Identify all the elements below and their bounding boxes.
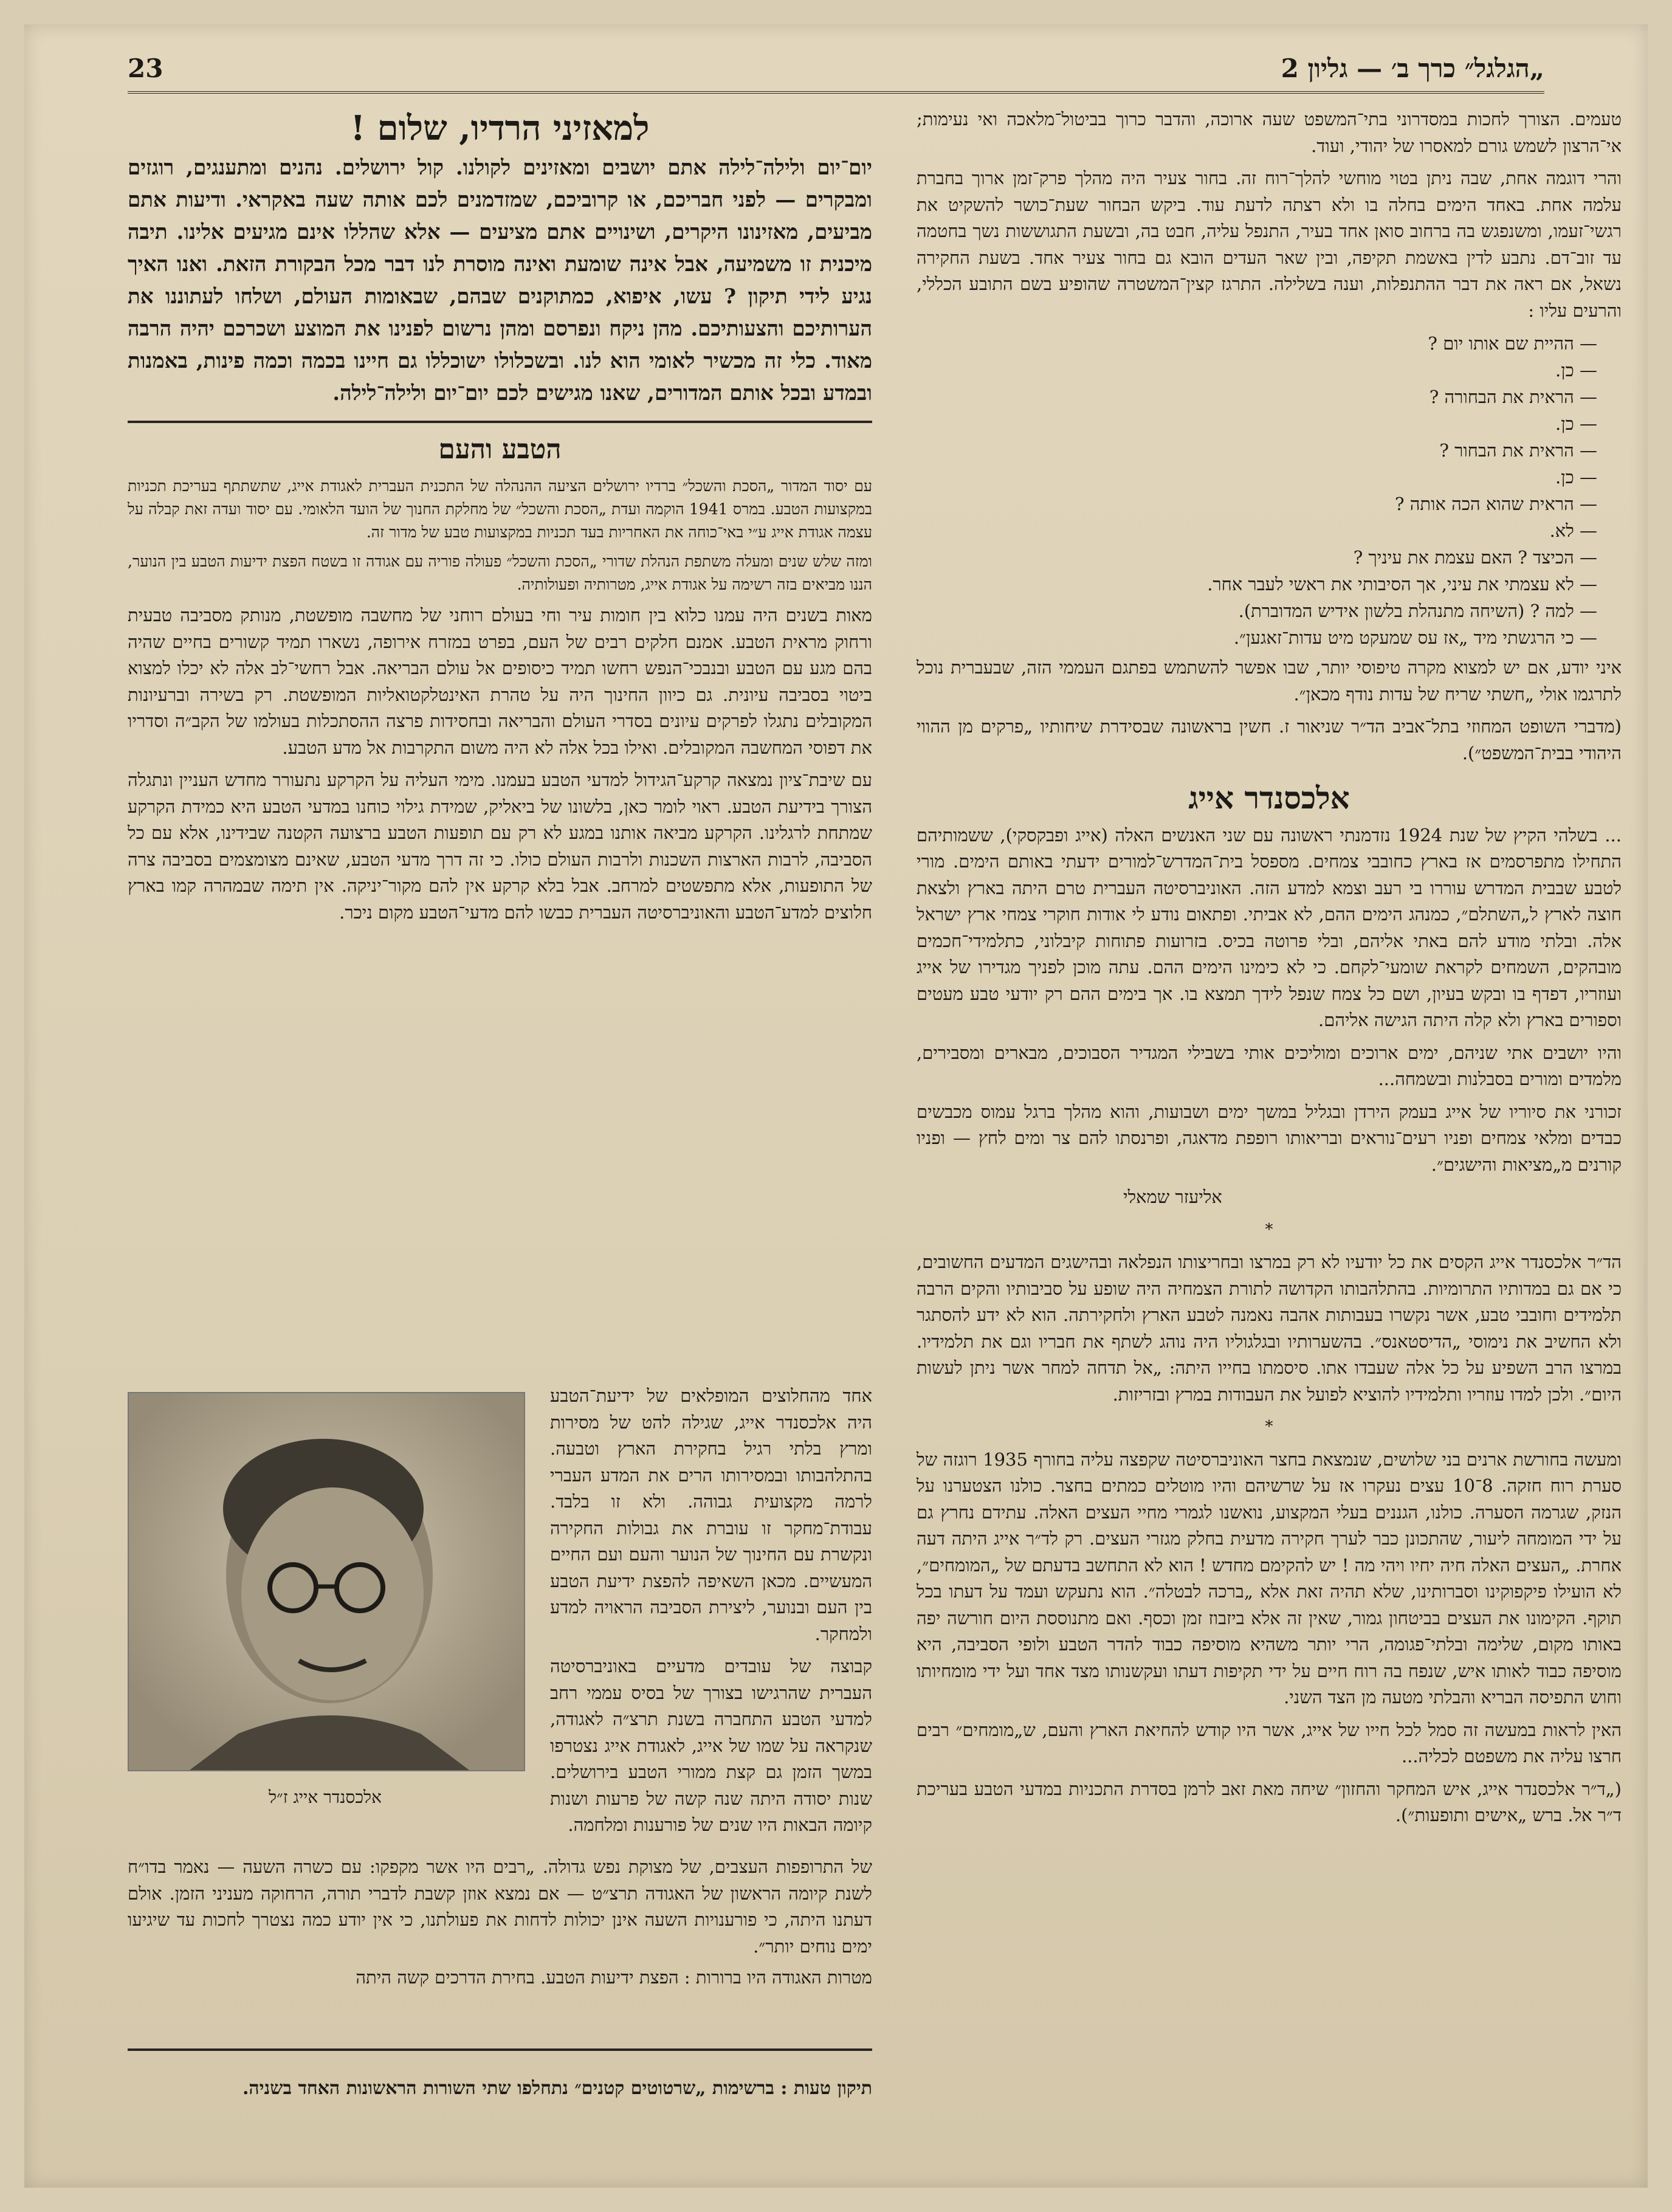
article-paragraph: של התרופפות העצבים, של מצוקת נפש גדולה. „רבים היו אשר מקפקו: עם כשרה השעה — נאמר בדו״ח לשנת קיומה הראשון של האגודה תרצ״ט — אם נמצא אוזן קשבת לדברי תורה, הרחוקה מעניני הזמן. אולם דעתנו היתה, כי פורענויות השעה אינן יכולות לדחות את פעולתנו, כי אין יודע כמה נצטרך לחכות עד שיגיעו ימים נוחים יותר״. [128,1856,872,1957]
article-paragraph: עם שיבת־ציון נמצאה קרקע־הגידול למדעי הטבע בעמנו. מימי העליה על הקרקע נתעורר מחדש העניין ונתגלה הצורך בידיעת הטבע. ראוי לומר כאן, בלשונו של ביאליק, שמידת גילוי כוחנו במדעי הטבע היא כמידת הקרקע שמתחת לרגלינו. הקרקע מביאה אותנו במגע לא רק עם תופעות הטבע ברצועה הקטנה שבידינו, אלא עם כל הסביבה, לרבות הארצות השכנות ולרבות העולם כולו. כי זה דרך מדעי הטבע, שאינם מצומצמים בסביבה צרה של התופעות, אלא מתפשטים למרחב. אבל בלא קרקע אין להם מקור־יניקה. אין תימה שבמהרה קמו בארץ חלוצים למדע־הטבע והאוניברסיטה העברית כבשו להם מדעי־הטבע מקום ניכר. [128,770,872,923]
left-column [128,108,873,932]
small-paragraph: עם יסוד המדור „הסכת והשכל״ ברדיו ירושלים הציעה ההנהלה של התכנית העברית לאגודת אייג, שתשתתף בעריכת תכניות במקצועות הטבע. במרס 1941 הוקמה ועדת „הסכת והשכל״ של מחלקת החנוך של הועד הלאומי. עם יסוד ועדה זאת קבלה על עצמה אגודת אייג ע״י באי־כוחה את האחריות בעד תכניות במקצועות טבע של מדור זה. [128,477,872,541]
radio-title: למאזיני הרדיו, שלום ! [350,108,650,148]
article-paragraph: איני יודע, אם יש למצוא מקרה טיפוסי יותר, שבו אפשר להשתמש בפתגם העממי הזה, שבעברית נוכל לתרגמו אולי „חשתי שריח של עדות נודף מכאן״. [917,657,1622,705]
divider [128,421,872,423]
small-paragraph: ומזה שלש שנים ומעלה משתפת הנהלת שדורי „הסכת והשכל״ פעולה פוריה עם אגודה זו בשטח הפצת ידיעות הטבע בין הנוער, הננו מביאים בזה רשימה על אגודת אייג, מטרותיה ופעולותיה. [128,553,872,593]
dialogue-line: — כן. [1555,467,1597,488]
article-paragraph: זכורני את סיוריו של אייג בעמק הירדן ובגליל במשך ימים ושבועות, והוא מהלך ברגל עמוס מכבשים כבדים ומלאי צמחים ופניו רעים־נוראים ובריאותו רופפת מדאגה, ופרנסתו להם צר ומים לחץ — ופניו קורנים מ„מציאות והישגים״. [917,1101,1622,1175]
article-paragraph: הד״ר אלכסנדר אייג הקסים את כל יודעיו לא רק במרצו ובחריצותו הנפלאה ובהישגים המדעים החשובים, כי אם גם במדותיו התרומיות. בהתלהבותו הקדושה לתורת הצמחיה היה שופע על סביבותיו והקים הרבה תלמידים וחובבי טבע, אשר נקשרו בעבותות אהבה נאמנה לטבע הארץ ולחקירתה. הוא לא ידע להסתגר ולא החשיב את נימוסי „הדיסטאנס״. בהשערותיו ובגלגוליו היה נוהג לשתף את חבריו וגם את תלמידיו. במרצו הרב השפיע על כל אלה שעבדו אתו. סיסמתו בחייו היתה: „אל תדחה למחר אשר ניתן לעשות היום״. ולכן למדו עוזריו ותלמידיו להוציא לפועל את העבודות במרץ ובזריזות. [917,1252,1622,1405]
dialogue-line: — לא. [1549,520,1597,541]
court-dialogue [917,330,1622,651]
portrait-drawing [129,1393,524,1770]
article-paragraph: אחד מהחלוצים המופלאים של ידיעת־הטבע היה אלכסנדר אייג, שגילה להט של מסירות ומרץ בלתי רגיל בחקירת הארץ וטבעה. בהתלהבותו ובמסירותו הרים את המדע העברי לרמה מקצועית גבוהה. ולא זו בלבד. עבודת־מחקר זו עוברת את גבולות החקירה ונקשרת עם החינוך של הנוער והעם ועם החיים המעשיים. מכאן השאיפה להפצת ידיעת הטבע בין העם ובנוער, ליצירת הסביבה הראויה למדע ולמחקר. [550,1385,872,1644]
dialogue-line: — כן. [1555,413,1597,434]
article-paragraph: טעמים. הצורך לחכות במסדרוני בתי־המשפט שעה ארוכה, והדבר כרוך בביטול־מלאכה ואי נעימות; אי־הרצון לשמש גורם למאסרו של יהודי, ועוד. [917,109,1622,156]
right-column [917,106,1622,1835]
dialogue-line: — הראית את הבחור ? [1439,440,1597,461]
article-paragraph: ... בשלהי הקיץ של שנת 1924 נזדמנתי ראשונה עם שני האנשים האלה (אייג ופבקסקי), ששמותיהם התחילו מתפרסמים אז בארץ כחובבי צמחים. מספסל בית־המדרש־למורים ידעתי באותם הימים. מורי לטבע שבבית המדרש עוררו בי רעב וצמא למדע הזה. האוניברסיטה העברית טרם היתה בארץ ולצאת חוצה לארץ ל„השתלם״, כמנהג הימים ההם, לא אביתי. ופתאום נודע לי אודות חוקרי צמחי ארץ ישראל אלה. ובלתי מודע להם באתי אליהם, ובלי פרוטה בכיס. בזרועות פתוחות קיבלוני, כתלמידי־חכמים מובהקים, השמחים לקראת שומעי־לקחם. כי לא כימינו הימים ההם. עתה מוכן לפניך מגדירו של אייג ועוזריו, דפדף בו ובקש בעיון, ושם כל צמח שנפל לידך תמצא בו. אך בימים ההם רק יודעי טבע מעטים וספורים בארץ ולא קלה היתה הגישה אליהם. [917,824,1622,1030]
article-paragraph: והרי דוגמה אחת, שבה ניתן בטוי מוחשי להלך־רוח זה. בחור צעיר היה מהלך פרק־זמן ארוך בחברת עלמה אחת. באחד הימים בחלה בו ולא רצתה לדעת עוד. ביקש הבחור שעת־כושר להשקיט את רגשי־זעמו, ומשנפגש בה ברחוב סואן אחד בעיר, התנפל עליה, חבט בה, ובשעת התגוששות נשך בחטמה עד זוב־דם. נתבע לדין באשמת תקיפה, ובין שאר העדים הובא גם בחור צעיר אחד. בשעת החקירה נשאל, אם ראה את דבר ההתנפלות, וענה בשלילה. התרגז קצין־המשטרה שהופיע בשם התובע הכללי, והרעים עליו : [917,168,1622,321]
dialogue-line: — לא עצמתי את עיני, אך הסיבותי את ראשי לעבר אחר. [1207,574,1597,594]
portrait-photo [128,1392,523,1830]
photo-caption: אלכסנדר אייג ז״ל [269,1787,382,1807]
dialogue-line: — הראית שהוא הכה אותה ? [1394,494,1597,514]
portrait-image [128,1392,525,1771]
dialogue-line: — ההיית שם אותו יום ? [1428,333,1597,354]
author-signature: אליעזר שמאלי [1123,1187,1222,1207]
article-paragraph: והיו יושבים אתי שניהם, ימים ארוכים ומוליכים אותי בשבילי המגדיר הסבוכים, מבארים ומסבירים, מלמדים ומורים בסבלנות ובשמחה... [917,1042,1622,1089]
intro-note [128,475,872,596]
section-title: הטבע והעם [438,433,562,465]
article-paragraph: ומעשה בחורשת ארנים בני שלושים, שנמצאת בחצר האוניברסיטה שקפצה עליה בחורף 1935 רוגזה של סערת רוח חזקה. 8־10 עצים נעקרו אז על שרשיהם והיו מוטלים כמתים בחצר. כולנו הצטערנו על הנזק, שגרמה הסערה. כולנו, הגננים בעלי המקצוע, נואשנו לגמרי מחיי העצים האלה. עתידם נחרץ גם על ידי המומחה ליעור, שהתכונן כבר לערך חקירה מדעית בחלק מגזרי העצים. רק לד״ר אייג היתה דעה אחרת. „העצים האלה חיה יחיו ויהי מה ! יש להקימם מחדש ! הוא לא התחשב בדעתם של „המומחים״, לא הועילו פיקפוקינו וסברותינו, שלא תהיה זאת אלא „ברכה לבטלה״. הוא נתעקש ועמד על דעתו בכל תוקף. הקימונו את העצים בביטחון גמור, שאין זה אלא ביזבוז זמן וכסף. ואם מתנוססת היום חורשה יפה באותו מקום, שלימה ובלתי־פגומה, הרי יותר משהיא מוסיפה כבוד להדר הטבע ולופי הסביבה, היא מוסיפה כבוד לאותו איש, שנפח בה רוח חיים על ידי תקיפות דעתו ועקשנותו מצד אחד ועל ידי מומחיותו וחוש התפיסה הבריא והבלתי מטעה מן הצד השני. [917,1449,1622,1707]
dialogue-line: — כן. [1555,360,1597,381]
wrap-text [550,1383,872,1845]
running-title: „הגלגל״ כרך ב׳ — גליון 2 [1281,53,1544,83]
radio-intro [128,152,872,410]
closing-note: („ד״ר אלכסנדר אייג, איש המחקר והחזון״ שיחה מאת זאב לרמן בסדרת התכניות במדעי הטבע בעריכת ד״ר אל. ברש „אישים ותופעות״). [917,1778,1622,1825]
eig-heading: אלכסנדר אייג [1188,780,1350,816]
dialogue-line: — הכיצד ? האם עצמת את עיניך ? [1353,547,1597,568]
page-number: 23 [128,53,163,83]
dialogue-line: — הראית את הבחורה ? [1429,387,1597,407]
newspaper-page [24,24,1648,2188]
article-paragraph: קבוצה של עובדים מדעיים באוניברסיטה העברית שהרגישו בצורך של בסיס עממי רחב למדעי הטבע התחברה בשנת תרצ״ה לאגודה, שנקראה על שמו של אייג, לאגודת אייג נצטרפו במשך הזמן גם קצת ממורי הטבע בירושלים. שנות יסודה היתה שנה קשה של פרעות ושנות קיומה הבאות היו שנים של פורענות ומלחמה. [550,1656,872,1835]
intro-paragraph: יום־יום ולילה־לילה אתם יושבים ומאזינים לקולנו. קול ירושלים. נהנים ומתענגים, רוגזים ומבקרים — לפני חבריכם, או קרוביכם, שמזדמנים לכם אותה שעה באקראי. ודיעות אתם מביעים, מאזינונו היקרים, ושינויים אתם מציעים — אלא שהללו אינם מגיעים אלינו. תיבה מיכנית זו משמיעה, אבל אינה שומעת ואינה מוסרת לנו דבר מכל הבקורת הזאת. ואנו האיך נגיע לידי תיקון ? עשו, איפוא, כמתוקנים שבהם, שבאומות העולם, ושלחו לעתוננו את הערותיכם והצעותיכם. מהן ניקח ונפרסם ומהן נרשום לפנינו את המוצע ושכרכם יהיה הרבה מאוד. כלי זה מכשיר לאומי הוא לנו. ובשכלולו ישוכללו גם חיינו בכמה וכמה פינות, באמנות ובמדע ובכל אותם המדורים, שאנו מגישים לכם יום־יום ולילה־לילה. [128,155,873,405]
dialogue-line: — למה ? (השיחה מתנהלת בלשון אידיש המדוברת). [1238,601,1597,621]
section-star: * [1265,1220,1273,1239]
dialogue-line: — כי הרגשתי מיד „אז עס שמעקט מיט עדות־זאגען״. [1233,627,1597,648]
source-note: (מדברי השופט המחוזי בתל־אביב הד״ר שניאור ז. חשין בראשונה שבסידרת שיחותיו „פרקים מן ההווי היהודי בבית־המשפט״). [917,716,1622,763]
page-header [128,43,1544,94]
article-paragraph: מאות בשנים היה עמנו כלוא בין חומות עיר וחי בעולם רוחני של מחשבה מופשטת, מנותק מסביבה טבעית ורחוק מראית הטבע. אמנם חלקים רבים של העם, בפרט במזרח אירופה, נשארו תמיד קשורים בחיים שהיה בהם מגע עם הטבע ובנבכי־הנפש רחשו תמיד כיסופים אל עולם הבריאה. אבל רחשי־לב אלה לא יכלו למצוא ביטוי בסביבה עיונית. גם כיוון החינוך היה על טהרת האינטלקטואליות המופשטת. רק בשירה וברעיונות המקובלים נתגלו לפרקים עיונים בסדרי העולם והבריאה ובחסידות פרצה ההסתכלות בעולמו של הקב״ה וסדריו את דפוסי המחשבה המקובלים. ואילו בכל אלה לא היה משום התקרבות אל מדע הטבע. [128,605,872,758]
continued-text [128,1854,872,1996]
section-star: * [1265,1418,1273,1436]
article-paragraph: האין לראות במעשה זה סמל לכל חייו של אייג, אשר היו קודש להחיאת הארץ והעם, ש„מומחים״ רבים חרצו עליה את משפטם לכליה... [917,1719,1622,1766]
article-paragraph: מטרות האגודה היו ברורות : הפצת ידיעות הטבע. בחירת הדרכים קשה היתה [356,1967,872,1988]
correction-note: תיקון טעות : ברשימות „שרטוטים קטנים״ נתחלפו שתי השורות הראשונות האחד בשניה. [128,2048,872,2102]
